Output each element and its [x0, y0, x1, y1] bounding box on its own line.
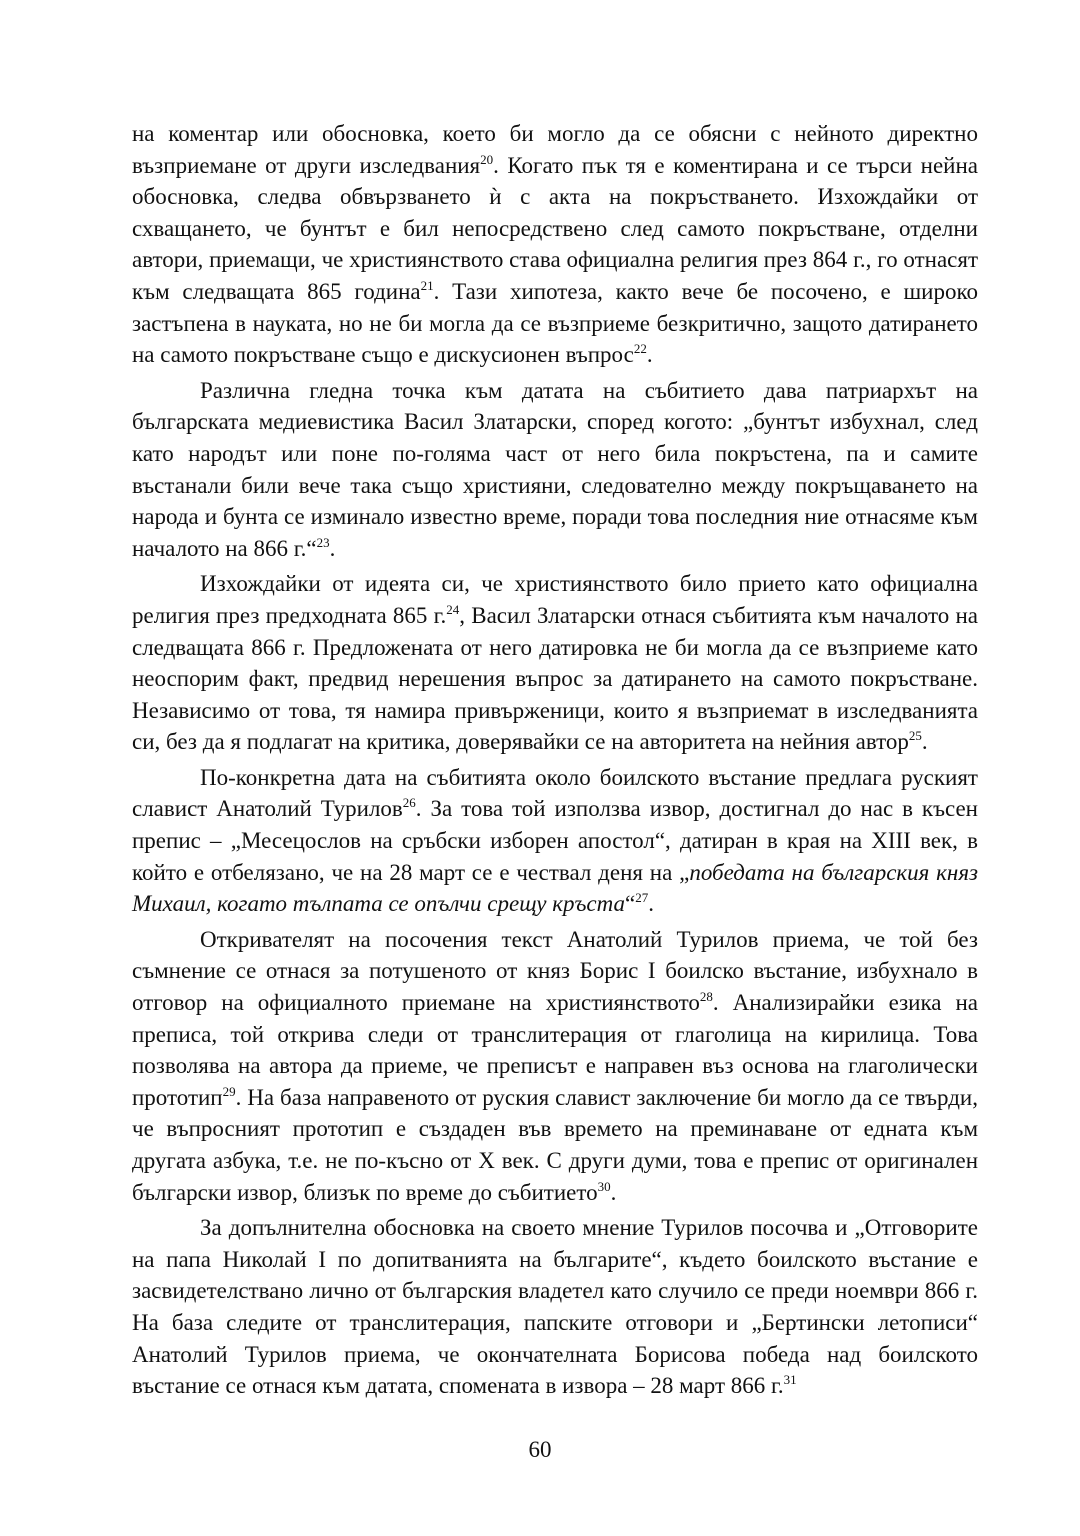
- footnote-reference: 27: [635, 890, 649, 906]
- paragraph-text: . Когато пък тя е коментирана и се търси нейна обосновка, следва обвързването ѝ с акта на покръстването. Изхождайки от схващането, че бунтът е бил непосредствено след самото покръстване, отделни автори, приемащи, че християнството става официална религия през 864 г., го отнасят към следващата 865 година: [132, 152, 978, 304]
- footnote-reference: 31: [783, 1372, 797, 1388]
- paragraph-text: .: [610, 1179, 617, 1205]
- paragraph-text: . За това той използва извор, достигнал до нас в късен препис – „Месецослов на сръбски изборен апостол“, датиран в края на XIII век, в който е отбелязано, че на 28 март се е чествал деня на „: [132, 796, 978, 885]
- paragraph-text: По-конкретна дата на събитията около боилското въстание предлага руският славист Анатолий Турилов: [132, 764, 978, 822]
- page-body: [132, 118, 978, 1406]
- body-paragraph: [132, 762, 978, 920]
- footnote-reference: 30: [597, 1178, 611, 1194]
- footnote-reference: 23: [316, 534, 330, 550]
- italic-quote-text: победата на българския княз Михаил, когато тълпата се опълчи срещу кръста: [132, 859, 979, 917]
- paragraph-text: на коментар или обосновка, което би могло да се обясни с нейното директно възприемане от други изследвания: [132, 121, 978, 178]
- paragraph-text: Изхождайки от идеята си, че християнството било прието като официална религия през предходната 865 г.: [132, 571, 978, 628]
- footnote-reference: 28: [699, 989, 713, 1005]
- paragraph-text: . Анализирайки езика на преписа, той открива следи от транслитерация от глаголица на кирилица. Това позволява на автора да приеме, че преписът е направен въз основа на глаголически прототип: [132, 990, 979, 1110]
- body-paragraph: [132, 375, 978, 565]
- footnote-reference: 21: [420, 277, 434, 293]
- body-paragraph: [132, 924, 978, 1208]
- body-paragraph: [132, 118, 978, 371]
- footnote-reference: 22: [633, 341, 647, 357]
- footnote-reference: 25: [908, 728, 922, 744]
- footnote-reference: 24: [446, 601, 460, 617]
- paragraph-text: Различна гледна точка към датата на събитието дава патриархът на българската медиевистика Васил Златарски, според когото: „бунтът избухнал, след като народът или поне по-голяма част от него била покръстена, па и самите въстанали били вече така също християни, следователно между покръщаването на народа и бунта се изминало известно време, поради това последния ние отнасяме към началото на 866 г.“: [132, 377, 978, 561]
- body-paragraph: [132, 1212, 978, 1402]
- paragraph-text: .: [921, 729, 928, 755]
- paragraph-text: .: [646, 342, 653, 368]
- page-number: 60: [528, 1437, 552, 1462]
- paragraph-text: “: [625, 891, 636, 917]
- paragraph-text: . Тази хипотеза, както вече бе посочено, е широко застъпена в науката, но не би могла да се възприеме безкритично, защото датирането на самото покръстване също е дискусионен въпрос: [132, 278, 978, 368]
- paragraph-text: .: [329, 535, 336, 561]
- paragraph-text: , Васил Златарски отнася събитията към началото на следващата 866 г. Предложената от него датировка не би могла да се възприеме като неоспорим факт, предвид нерешения въпрос за датирането на самото покръстване. Независимо от това, тя намира привърженици, които я възприемат в изследванията си, без да я подлагат на критика, доверявайки се на авторитета на нейния автор: [132, 602, 978, 755]
- paragraph-text: . На база направеното от руския славист заключение би могло да се твърди, че въпросният прототип е създаден във времето на преминаване от едната към другата азбука, т.е. не по-късно от X век. С други думи, това е препис от оригинален български извор, близък по време до събитието: [132, 1084, 978, 1205]
- paragraph-text: .: [648, 891, 654, 917]
- paragraph-text: Откривателят на посочения текст Анатолий Турилов приема, че той без съмнение се отнася за потушеното от княз Борис I боилско въстание, избухнало в отговор на официалното приемане на християнството: [132, 926, 978, 1016]
- footnote-reference: 26: [402, 795, 416, 811]
- footnote-reference: 20: [480, 151, 494, 167]
- paragraph-text: За допълнителна обосновка на своето мнение Турилов посочва и „Отговорите на папа Николай I по допитванията на българите“, където боилското въстание е засвидетелствано лично от българския владетел като случило се преди ноември 866 г. На база следите от транслитерация, папските отговори и „Бертински летописи“ Анатолий Турилов приема, че окончателната Борисова победа над боилското въстание се отнася към датата, спомената в извора – 28 март 866 г.: [132, 1215, 978, 1399]
- footnote-reference: 29: [222, 1083, 236, 1099]
- body-paragraph: [132, 568, 978, 758]
